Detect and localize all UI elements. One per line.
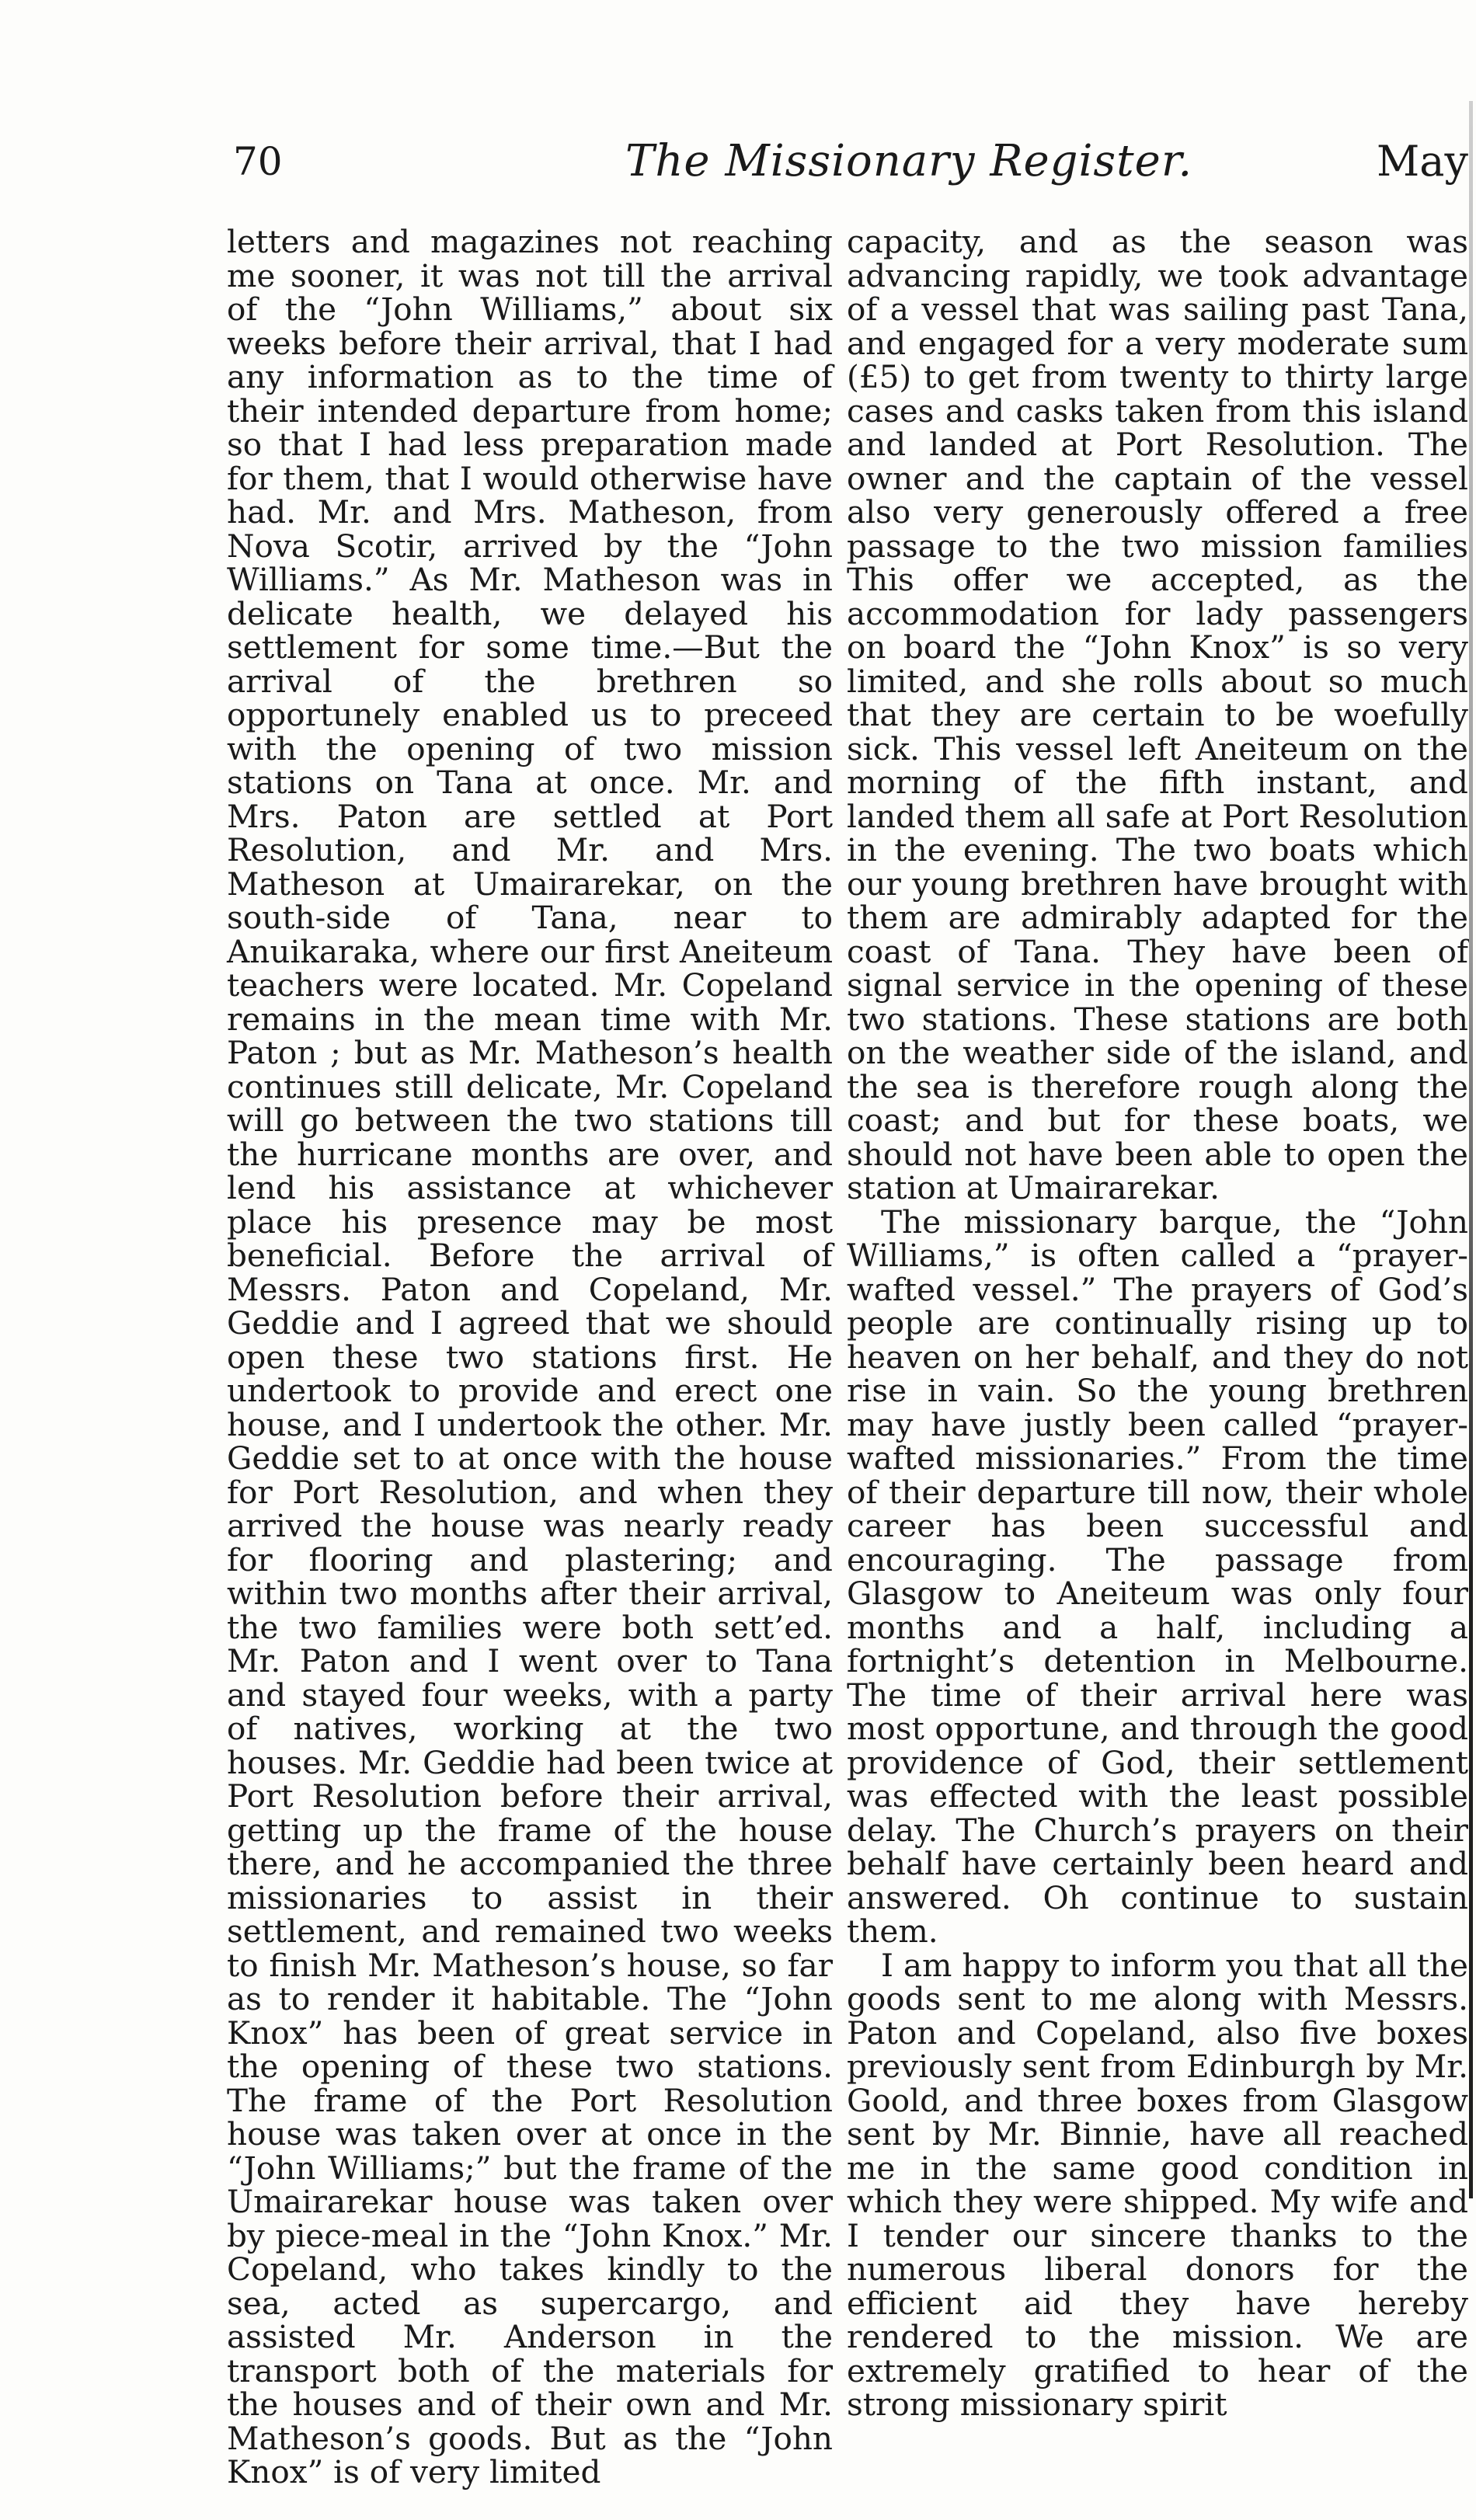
page-edge-shadow [1469, 101, 1473, 2198]
page-number: 70 [233, 139, 283, 184]
page-header [233, 131, 1468, 200]
right-text-column [847, 225, 1468, 2455]
left-text-column [227, 223, 833, 2490]
paragraph: letters and magazines not reaching me sooner, it was not till the arrival of the “John Williams,” about six weeks before their arrival, that I had any information as to the time of their intended departure from home; so that I had less preparation made for them, that I would otherwise have had. Mr. and Mrs. Matheson, from Nova Scotir, arrived by the “John Williams.” As Mr. Matheson was in delicate health, we delayed his settlement for some time.—But the arrival of the brethren so opportunely enabled us to preceed with the opening of two mission stations on Tana at once. Mr. and Mrs. Paton are settled at Port Resolution, and Mr. and Mrs. Matheson at Umairarekar, on the south-side of Tana, near to Anuikaraka, where our first Aneiteum teachers were located. Mr. Copeland remains in the mean time with Mr. Paton ; but as Mr. Matheson’s health continues still delicate, Mr. Copeland will go between the two stations till the hurricane months are over, and lend his assistance at whichever place his presence may be most beneficial. Before the arrival of Messrs. Paton and Copeland, Mr. Geddie and I agreed that we should open these two stations first. He undertook to provide and erect one house, and I undertook the other. Mr. Geddie set to at once with the house for Port Resolution, and when they arrived the house was nearly ready for flooring and plastering; and within two months after their arrival, the two families were both sett’ed. Mr. Paton and I went over to Tana and stayed four weeks, with a party of natives, working at the two houses. Mr. Geddie had been twice at Port Resolution before their arrival, getting up the frame of the house there, and he accompanied the three missionaries to assist in their settlement, and remained two weeks to finish Mr. Matheson’s house, so far as to render it habitable. The “John Knox” has been of great service in the opening of these two stations. The frame of the Port Resolution house was taken over at once in the “John Williams;” but the frame of the Umairarekar house was taken over by piece-meal in the “John Knox.” Mr. Copeland, who takes kindly to the sea, acted as supercargo, and assisted Mr. Anderson in the transport both of the materials for the houses and of their own and Mr. Matheson’s goods. But as the “John Knox” is of very limited [227, 223, 833, 2490]
paragraph: The missionary barque, the “John Williams,” is often called a “prayer-wafted vessel.” The prayers of God’s people are continually rising up to heaven on her behalf, and they do not rise in vain. So the young brethren may have justly been called “prayer-wafted missionaries.” From the time of their departure till now, their whole career has been successful and encouraging. The passage from Glasgow to Aneiteum was only four months and a half, including a fortnight’s detention in Melbourne. The time of their arrival here was most opportune, and through the good providence of God, their settlement was effected with the least possible delay. The Church’s prayers on their behalf have certainly been heard and answered. Oh continue to sustain them. [847, 1203, 1468, 1950]
month-label: May [1377, 137, 1468, 186]
paragraph: capacity, and as the season was advancing rapidly, we took advantage of a vessel that was sailing past Tana, and engaged for a very moderate sum (£5) to get from twenty to thirty large cases and casks taken from this island and landed at Port Resolution. The owner and the captain of the vessel also very generously offered a free passage to the two mission families This offer we accepted, as the accommodation for lady passengers on board the “John Knox” is so very limited, and she rolls about so much that they are certain to be woefully sick. This vessel left Aneiteum on the morning of the fifth instant, and landed them all safe at Port Resolution in the evening. The two boats which our young brethren have brought with them are admirably adapted for the coast of Tana. They have been of signal service in the opening of these two stations. These stations are both on the weather side of the island, and the sea is therefore rough along the coast; and but for these boats, we should not have been able to open the station at Umairarekar. [847, 223, 1468, 1206]
paragraph: I am happy to inform you that all the goods sent to me along with Messrs. Paton and Copeland, also five boxes previously sent from Edinburgh by Mr. Goold, and three boxes from Glasgow sent by Mr. Binnie, have all reached me in the same good condition in which they were shipped. My wife and I tender our sincere thanks to the numerous liberal donors for the efficient aid they have hereby rendered to the mission. We are extremely gratified to hear of the strong missionary spirit [847, 1946, 1468, 2423]
running-title: The Missionary Register. [625, 136, 1193, 186]
